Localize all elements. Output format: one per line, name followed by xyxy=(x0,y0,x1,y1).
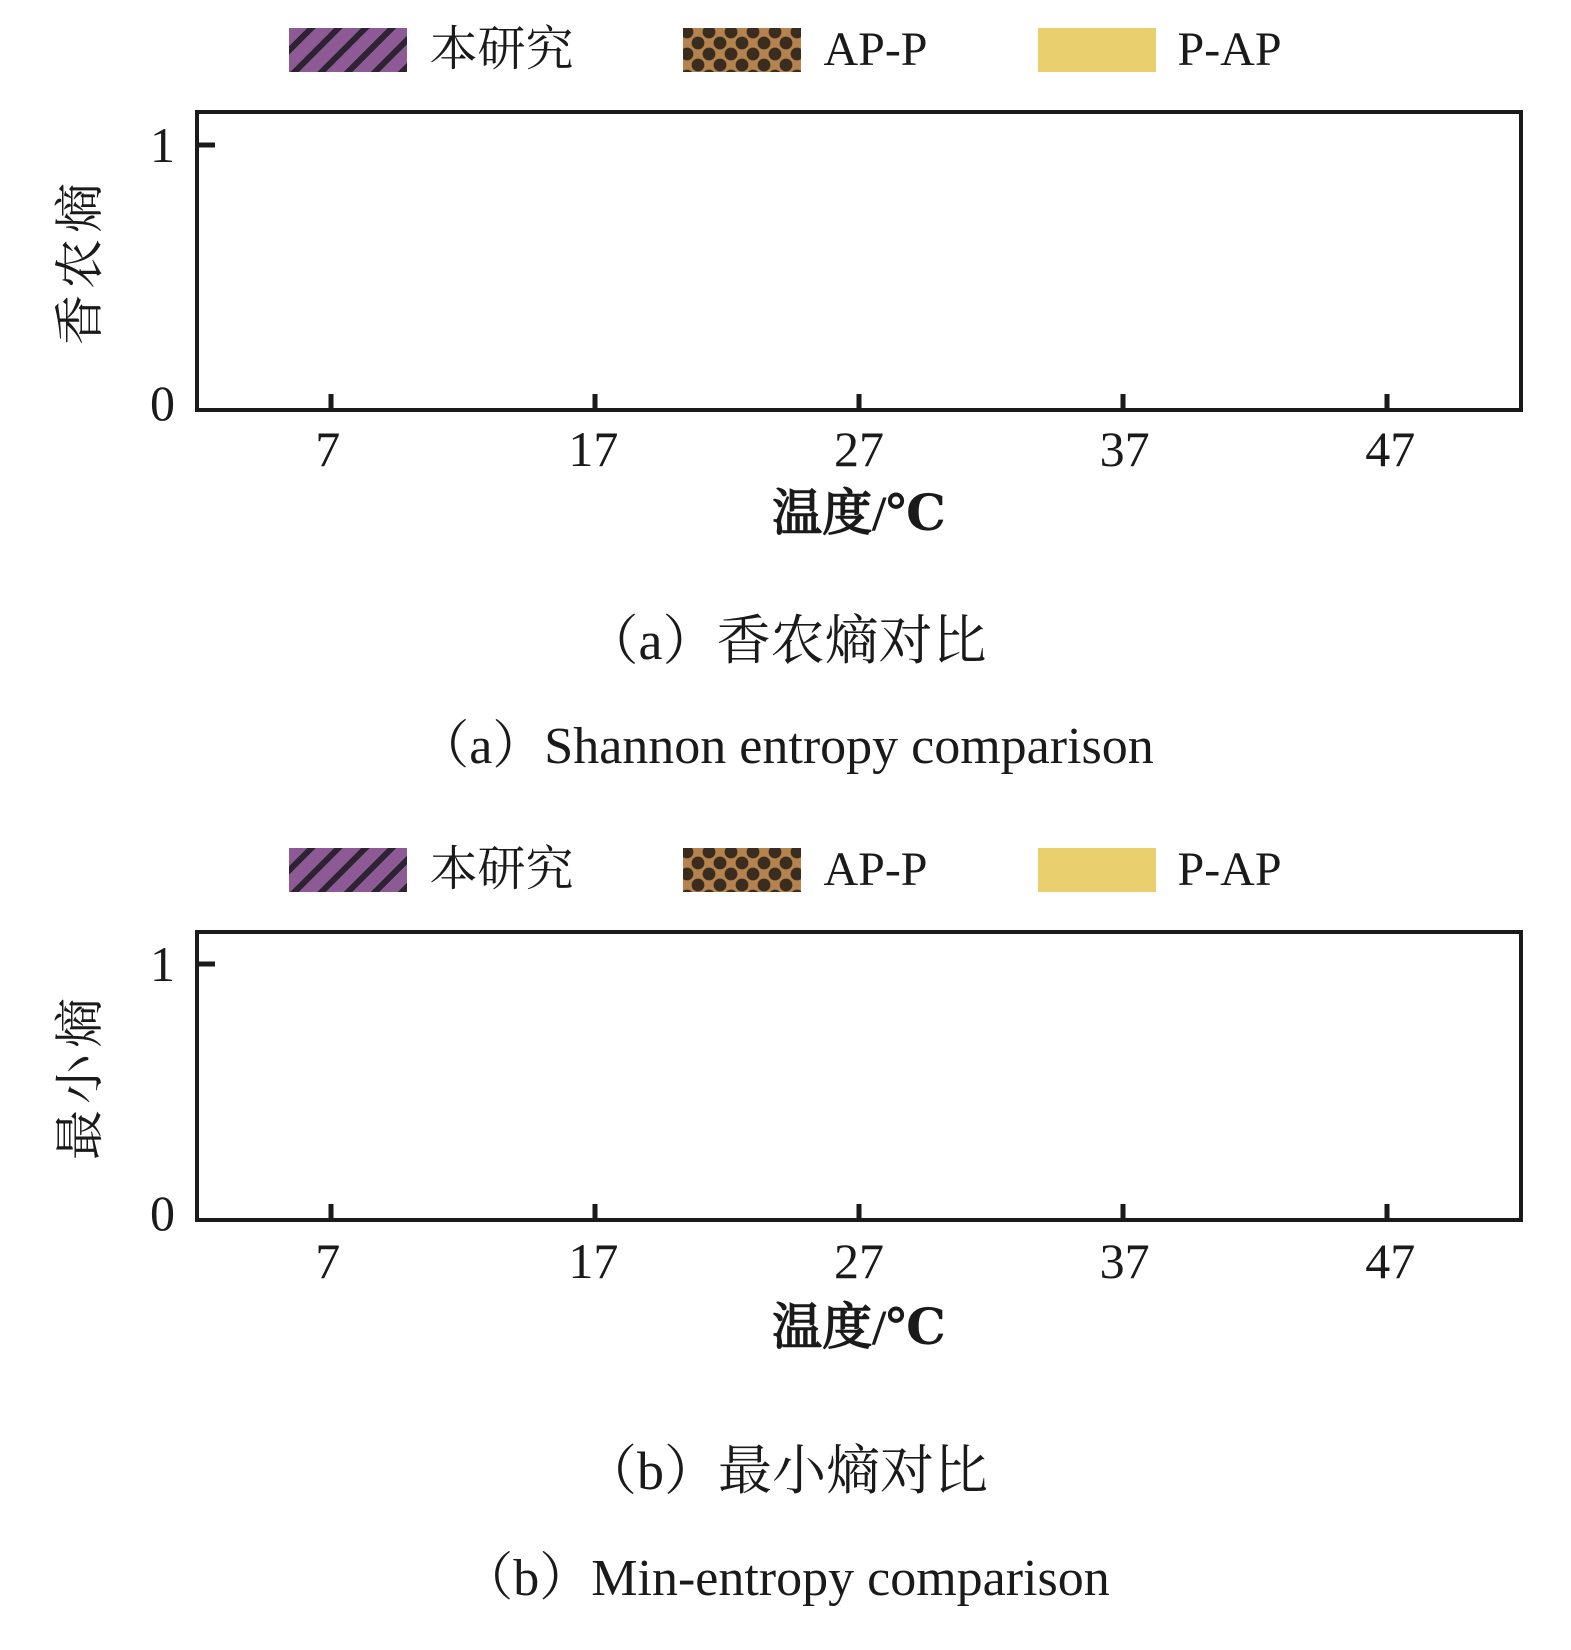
x-tick-label-7: 7 xyxy=(315,421,341,477)
legend xyxy=(0,843,1571,896)
legend-item-label: P-AP xyxy=(1177,843,1282,896)
legend-item-p-ap xyxy=(1038,843,1282,896)
x-tick-mark-7 xyxy=(329,394,334,408)
y-tick-label-0: 0 xyxy=(150,1185,175,1241)
x-tick-labels xyxy=(195,421,1523,484)
x-tick-label-7: 7 xyxy=(315,1233,341,1289)
legend-item-label: 本研究 xyxy=(429,843,574,896)
x-tick-mark-47 xyxy=(1385,394,1390,408)
legend-item-label: AP-P xyxy=(823,23,928,76)
legend-item-this-study xyxy=(289,23,574,76)
x-tick-label-27: 27 xyxy=(834,1233,884,1289)
legend-item-ap-p xyxy=(683,23,928,76)
p-ap-swatch xyxy=(1038,28,1156,72)
legend-item-this-study xyxy=(289,843,574,896)
x-tick-labels xyxy=(195,1233,1523,1296)
y-axis-label: 最小熵 xyxy=(52,992,108,1160)
caption-en: （b）Min-entropy comparison xyxy=(461,1550,1110,1607)
plot-area xyxy=(150,110,1523,431)
legend-item-p-ap xyxy=(1038,23,1282,76)
x-tick-label-47: 47 xyxy=(1365,421,1416,477)
p-ap-swatch xyxy=(1038,848,1156,892)
this-study-swatch xyxy=(289,848,407,892)
legend-item-label: 本研究 xyxy=(429,23,574,76)
shannon-entropy-chart xyxy=(0,0,1571,790)
x-axis-label: 温度/℃ xyxy=(772,1299,946,1355)
x-tick-mark-17 xyxy=(593,394,598,408)
y-tick-label-1: 1 xyxy=(150,117,175,174)
legend-item-ap-p xyxy=(683,843,928,896)
x-tick-mark-7 xyxy=(329,1204,334,1218)
x-tick-label-37: 37 xyxy=(1099,421,1150,477)
x-tick-mark-37 xyxy=(1121,394,1126,408)
x-tick-mark-47 xyxy=(1385,1204,1390,1218)
x-tick-label-37: 37 xyxy=(1099,1233,1150,1289)
caption-zh: （b）最小熵对比 xyxy=(583,1441,988,1501)
bars xyxy=(199,934,1519,1218)
y-tick-label-1: 1 xyxy=(150,936,175,993)
x-tick-mark-27 xyxy=(857,1204,862,1218)
caption-en: （a）Shannon entropy comparison xyxy=(417,718,1154,775)
x-tick-label-27: 27 xyxy=(834,421,884,477)
y-axis-label: 香农熵 xyxy=(52,177,108,345)
ap-p-swatch xyxy=(683,848,801,892)
x-tick-mark-37 xyxy=(1121,1204,1126,1218)
bars xyxy=(199,114,1519,408)
legend xyxy=(0,23,1571,76)
y-tick-label-0: 0 xyxy=(150,375,175,431)
legend-item-label: AP-P xyxy=(823,843,928,896)
plot-area xyxy=(150,930,1523,1241)
x-tick-mark-27 xyxy=(857,394,862,408)
min-entropy-chart xyxy=(0,790,1571,1650)
legend-item-label: P-AP xyxy=(1177,23,1282,76)
x-axis-label: 温度/℃ xyxy=(772,485,946,541)
x-tick-label-47: 47 xyxy=(1365,1233,1416,1289)
ap-p-swatch xyxy=(683,28,801,72)
caption-zh: （a）香农熵对比 xyxy=(584,611,987,671)
x-tick-label-17: 17 xyxy=(568,421,619,477)
this-study-swatch xyxy=(289,28,407,72)
x-tick-mark-17 xyxy=(593,1204,598,1218)
x-tick-label-17: 17 xyxy=(568,1233,619,1289)
